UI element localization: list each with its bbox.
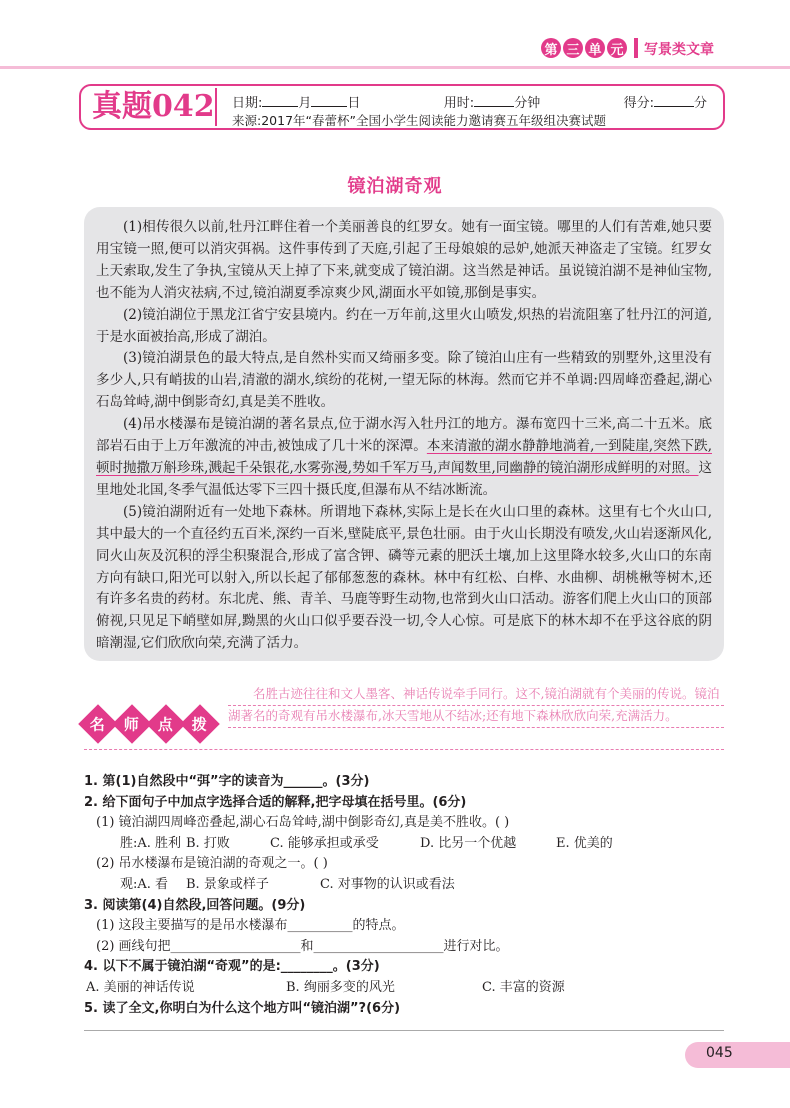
unit-char: 单 <box>585 38 605 58</box>
paragraph-4 <box>96 414 712 502</box>
unit-char: 元 <box>607 38 627 58</box>
paragraph-4-part-1: (4)吊水楼瀑布是镜泊湖的著名景点,位于湖水泻入牡丹江的地方。瀑布宽四十三米,高二十五米。底部岩石由于上万年激流的冲击,被蚀成了几十米的深潭。 <box>96 416 712 455</box>
score-label: 得分: <box>623 96 654 111</box>
questions-section <box>84 772 724 1019</box>
page-number-tab <box>685 1042 790 1068</box>
tip-char: 点 <box>146 704 186 744</box>
option: 胜:A. 胜利 <box>120 835 182 851</box>
question-4-options <box>84 978 724 999</box>
option: C. 丰富的资源 <box>482 979 565 995</box>
tip-char: 拨 <box>180 704 220 744</box>
question-5[interactable]: 5. 读了全文,你明白为什么这个地方叫“镜泊湖”?(6分) <box>84 1000 401 1016</box>
question-2-2-options <box>84 875 724 896</box>
option: C. 能够承担或承受 <box>270 835 379 851</box>
paragraph-4-part-2: 这里地处北国,冬季气温低达零下三四十摄氏度,但瀑布从不结冰断流。 <box>96 459 712 498</box>
option: C. 对事物的认识或看法 <box>320 876 455 892</box>
source-line: 来源:2017年“春蕾杯”全国小学生阅读能力邀请赛五年级组决赛试题 <box>232 113 606 128</box>
underlined-sentence: 本来清澈的湖水静静地淌着,一到陡崖,突然下跌,顿时抛撒万斛珍珠,溅起千朵银花,水雾弥漫,势如千军万马,声闻数里,同幽静的镜泊湖形成鲜明的对照。 <box>96 438 712 476</box>
question-1[interactable]: 1. 第(1)自然段中“弭”字的读音为______。(3分) <box>84 774 370 789</box>
tip-rule <box>84 749 724 750</box>
paragraph-3: (3)镜泊湖景色的最大特点,是自然朴实而又绮丽多变。除了镜泊山庄有一些精致的别墅外,这里没有多少人,只有峭拔的山岩,清澈的湖水,缤纷的花树,一望无际的林海。然而它并不单调:四周峰峦叠起,湖心石岛耸峙,湖中倒影奇幻,真是美不胜收。 <box>96 350 712 411</box>
option: E. 优美的 <box>556 835 613 851</box>
question-3-2[interactable]: (2) 画线句把____________________和____________________进行对比。 <box>96 938 509 954</box>
option: B. 打败 <box>186 835 230 851</box>
score-field <box>624 92 707 111</box>
minutes-label: 分钟 <box>514 96 541 111</box>
date-label: 日期: <box>232 96 263 111</box>
exam-tag: 真题042 <box>92 89 215 124</box>
teacher-tip-label <box>84 710 214 738</box>
page-number: 045 <box>706 1045 733 1061</box>
tag-divider <box>215 88 217 126</box>
time-blank[interactable] <box>474 94 514 107</box>
info-fields <box>232 92 707 111</box>
tip-rule <box>228 727 724 728</box>
option: A. 美丽的神话传说 <box>86 979 195 995</box>
tip-char: 名 <box>78 704 118 744</box>
header-rule <box>0 66 790 69</box>
option: 观:A. 看 <box>120 876 169 892</box>
month-label: 月 <box>298 96 312 111</box>
question-2-2[interactable]: (2) 吊水楼瀑布是镜泊湖的奇观之一。( ) <box>96 856 328 872</box>
option: B. 景象或样子 <box>186 876 269 892</box>
time-label: 用时: <box>443 96 475 111</box>
article-title: 镜泊湖奇观 <box>347 176 443 197</box>
article-text <box>96 217 712 655</box>
unit-category: 写景类文章 <box>644 42 714 58</box>
question-2: 2. 给下面句子中加点字选择合适的解释,把字母填在括号里。(6分) <box>84 794 467 810</box>
time-field <box>444 92 540 111</box>
year-blank[interactable] <box>262 94 298 107</box>
tip-char: 师 <box>112 704 152 744</box>
question-4[interactable]: 4. 以下不属于镜泊湖“奇观”的是:________。(3分) <box>84 959 380 975</box>
day-blank[interactable] <box>311 94 347 107</box>
score-blank[interactable] <box>654 94 694 107</box>
option: B. 绚丽多变的风光 <box>286 979 395 995</box>
answer-rule <box>84 1030 724 1031</box>
unit-char: 第 <box>541 38 561 58</box>
unit-badge <box>541 38 627 58</box>
question-3: 3. 阅读第(4)自然段,回答问题。(9分) <box>84 897 306 913</box>
unit-char: 三 <box>563 38 583 58</box>
question-3-1[interactable]: (1) 这段主要描写的是吊水楼瀑布__________的特点。 <box>96 918 405 934</box>
teacher-tip-text: 名胜古迹往往和文人墨客、神话传说牵手同行。这不,镜泊湖就有个美丽的传说。镜泊湖著名的奇观有吊水楼瀑布,冰天雪地从不结冰;还有地下森林欣欣向荣,充满活力。 <box>228 686 720 723</box>
day-label: 日 <box>347 96 361 111</box>
paragraph-5: (5)镜泊湖附近有一处地下森林。所谓地下森林,实际上是长在火山口里的森林。这里有七个火山口,其中最大的一个直径约五百米,深约一百米,壁陡底平,景色壮丽。由于火山长期没有喷发,火山岩逐渐风化,同火山灰及沉积的浮尘积聚混合,形成了富含钾、磷等元素的肥沃土壤,加上这里降水较多,火山口的东南方向有缺口,阳光可以射入,所以长起了郁郁葱葱的森林。林中有红松、白桦、水曲柳、胡桃楸等树木,还有许多名贵的药材。东北虎、熊、青羊、马鹿等野生动物,也常到火山口活动。游客们爬上火山口的顶部俯视,只见足下峭壁如屏,黝黑的火山口似乎要吞没一切,令人心惊。可是底下的林木却不在乎这谷底的阴暗潮湿,它们欣欣向荣,充满了活力。 <box>96 503 712 652</box>
option: D. 比另一个优越 <box>420 835 517 851</box>
points-label: 分 <box>693 96 707 111</box>
question-2-1[interactable]: (1) 镜泊湖四周峰峦叠起,湖心石岛耸峙,湖中倒影奇幻,真是美不胜收。( ) <box>96 815 510 831</box>
paragraph-1: (1)相传很久以前,牡丹江畔住着一个美丽善良的红罗女。她有一面宝镜。哪里的人们有苦难,她只要用宝镜一照,便可以消灾弭祸。这件事传到了天庭,引起了王母娘娘的忌妒,她派天神盗走了宝镜。红罗女上天索取,发生了争执,宝镜从天上掉了下来,就变成了镜泊湖。这当然是神话。虽说镜泊湖不是神仙宝物,也不能为人消灾祛病,不过,镜泊湖夏季凉爽少风,湖面水平如镜,那倒是事实。 <box>96 219 712 301</box>
header-divider-bar <box>634 38 638 58</box>
question-2-1-options <box>84 834 724 855</box>
paragraph-2: (2)镜泊湖位于黑龙江省宁安县境内。约在一万年前,这里火山喷发,炽热的岩流阻塞了牡丹江的河道,于是水面被抬高,形成了湖泊。 <box>96 306 712 345</box>
date-field <box>232 92 360 111</box>
